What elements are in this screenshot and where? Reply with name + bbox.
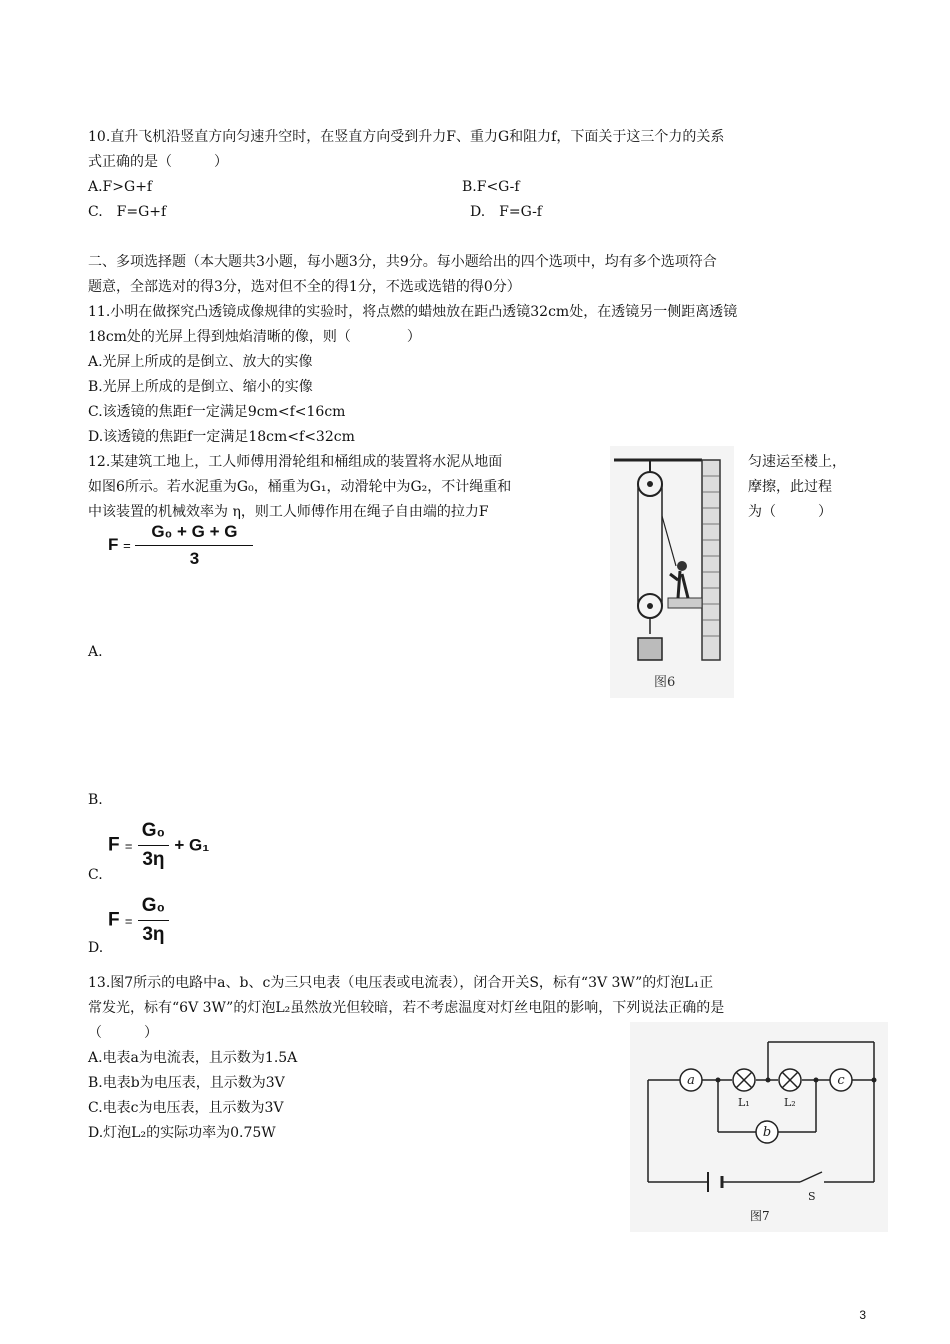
q10-stem-line2: 式正确的是（ ） <box>88 154 228 170</box>
pulley-diagram <box>610 446 734 698</box>
formula-lhs: F <box>108 834 120 856</box>
q12-option-c-label: C. <box>88 867 103 883</box>
q13-option-b: B.电表b为电压表，且示数为3V <box>88 1075 285 1091</box>
formula-lhs: F <box>108 534 119 554</box>
q12-stem-right1: 匀速运至楼上， <box>748 454 846 470</box>
circuit-diagram <box>630 1022 888 1232</box>
q13-stem-line2: 常发光，标有“6V 3W”的灯泡L₂虽然放光但较暗，若不考虑温度对灯丝电阻的影响，下列说法正确的是 <box>88 1000 725 1016</box>
page-number: 3 <box>859 1308 866 1322</box>
q12-formula-a <box>108 522 253 569</box>
formula-numerator: G₀ + G + G <box>135 522 253 546</box>
formula-tail: + G₁ <box>174 835 210 855</box>
formula-denominator: 3 <box>189 549 200 568</box>
formula-denominator: 3η <box>142 849 165 870</box>
switch-label: S <box>808 1190 816 1203</box>
q13-option-d: D.灯泡L₂的实际功率为0.75W <box>88 1125 276 1141</box>
q12-option-b-label: B. <box>88 792 103 808</box>
q10-option-b: B.F<G-f <box>462 179 520 195</box>
q12-stem-left1: 12.某建筑工地上，工人师傅用滑轮组和桶组成的装置将水泥从地面 <box>88 454 503 470</box>
q12-stem-right2: 摩擦，此过程 <box>748 479 832 495</box>
q10-option-a: A.F>G+f <box>88 179 153 195</box>
q11-stem-line2: 18cm处的光屏上得到烛焰清晰的像，则（ ） <box>88 329 421 345</box>
q12-option-d-label: D. <box>88 940 104 956</box>
meter-b-label: b <box>762 1125 772 1140</box>
section2-heading-line2: 题意，全部选对的得3分，选对但不全的得1分，不选或选错的得0分） <box>88 279 521 295</box>
q12-stem-left2: 如图6所示。若水泥重为G₀，桶重为G₁，动滑轮中为G₂，不计绳重和 <box>88 479 512 495</box>
q11-option-d: D.该透镜的焦距f一定满足18cm<f<32cm <box>88 429 355 445</box>
q11-option-c: C.该透镜的焦距f一定满足9cm<f<16cm <box>88 404 346 420</box>
figure-7 <box>630 1022 888 1232</box>
q13-option-a: A.电表a为电流表，且示数为1.5A <box>88 1050 298 1066</box>
formula-numerator: G₀ <box>138 820 169 846</box>
q13-stem-line1: 13.图7所示的电路中a、b、c为三只电表（电压表或电流表），闭合开关S，标有“3V 3W”的灯泡L₁正 <box>88 975 714 991</box>
q10-stem-line1: 10.直升飞机沿竖直方向匀速升空时，在竖直方向受到升力F、重力G和阻力f，下面关于这三个力的关系 <box>88 129 725 145</box>
lamp-l2-label: L₂ <box>784 1096 796 1109</box>
q12-option-a-label: A. <box>88 644 103 660</box>
meter-c-label: c <box>837 1073 845 1088</box>
figure-7-caption: 图7 <box>750 1209 770 1223</box>
q11-option-b: B.光屏上所成的是倒立、缩小的实像 <box>88 379 313 395</box>
formula-equals: = <box>124 913 133 929</box>
q12-formula-c <box>108 820 209 871</box>
q13-option-c: C.电表c为电压表，且示数为3V <box>88 1100 284 1116</box>
formula-denominator: 3η <box>142 924 165 945</box>
meter-a-label: a <box>687 1073 695 1088</box>
q13-stem-line3: （ ） <box>88 1025 158 1041</box>
formula-numerator: G₀ <box>138 895 169 921</box>
q12-stem-left3: 中该装置的机械效率为 η，则工人师傅作用在绳子自由端的拉力F <box>88 504 489 520</box>
formula-lhs: F <box>108 909 120 931</box>
q12-formula-d <box>108 895 169 946</box>
figure-6 <box>610 446 734 698</box>
section2-heading-line1: 二、多项选择题（本大题共3小题，每小题3分，共9分。每小题给出的四个选项中，均有多个选项符合 <box>88 254 717 270</box>
q12-stem-right3: 为（ ） <box>748 504 832 520</box>
formula-equals: = <box>123 537 131 553</box>
figure-6-caption: 图6 <box>654 675 676 690</box>
formula-equals: = <box>124 838 133 854</box>
q11-option-a: A.光屏上所成的是倒立、放大的实像 <box>88 354 313 370</box>
q10-option-d: D. F=G-f <box>470 204 542 220</box>
q11-stem-line1: 11.小明在做探究凸透镜成像规律的实验时，将点燃的蜡烛放在距凸透镜32cm处，在透镜另一侧距离透镜 <box>88 304 738 320</box>
q10-option-c: C. F=G+f <box>88 204 167 220</box>
lamp-l1-label: L₁ <box>738 1096 750 1109</box>
